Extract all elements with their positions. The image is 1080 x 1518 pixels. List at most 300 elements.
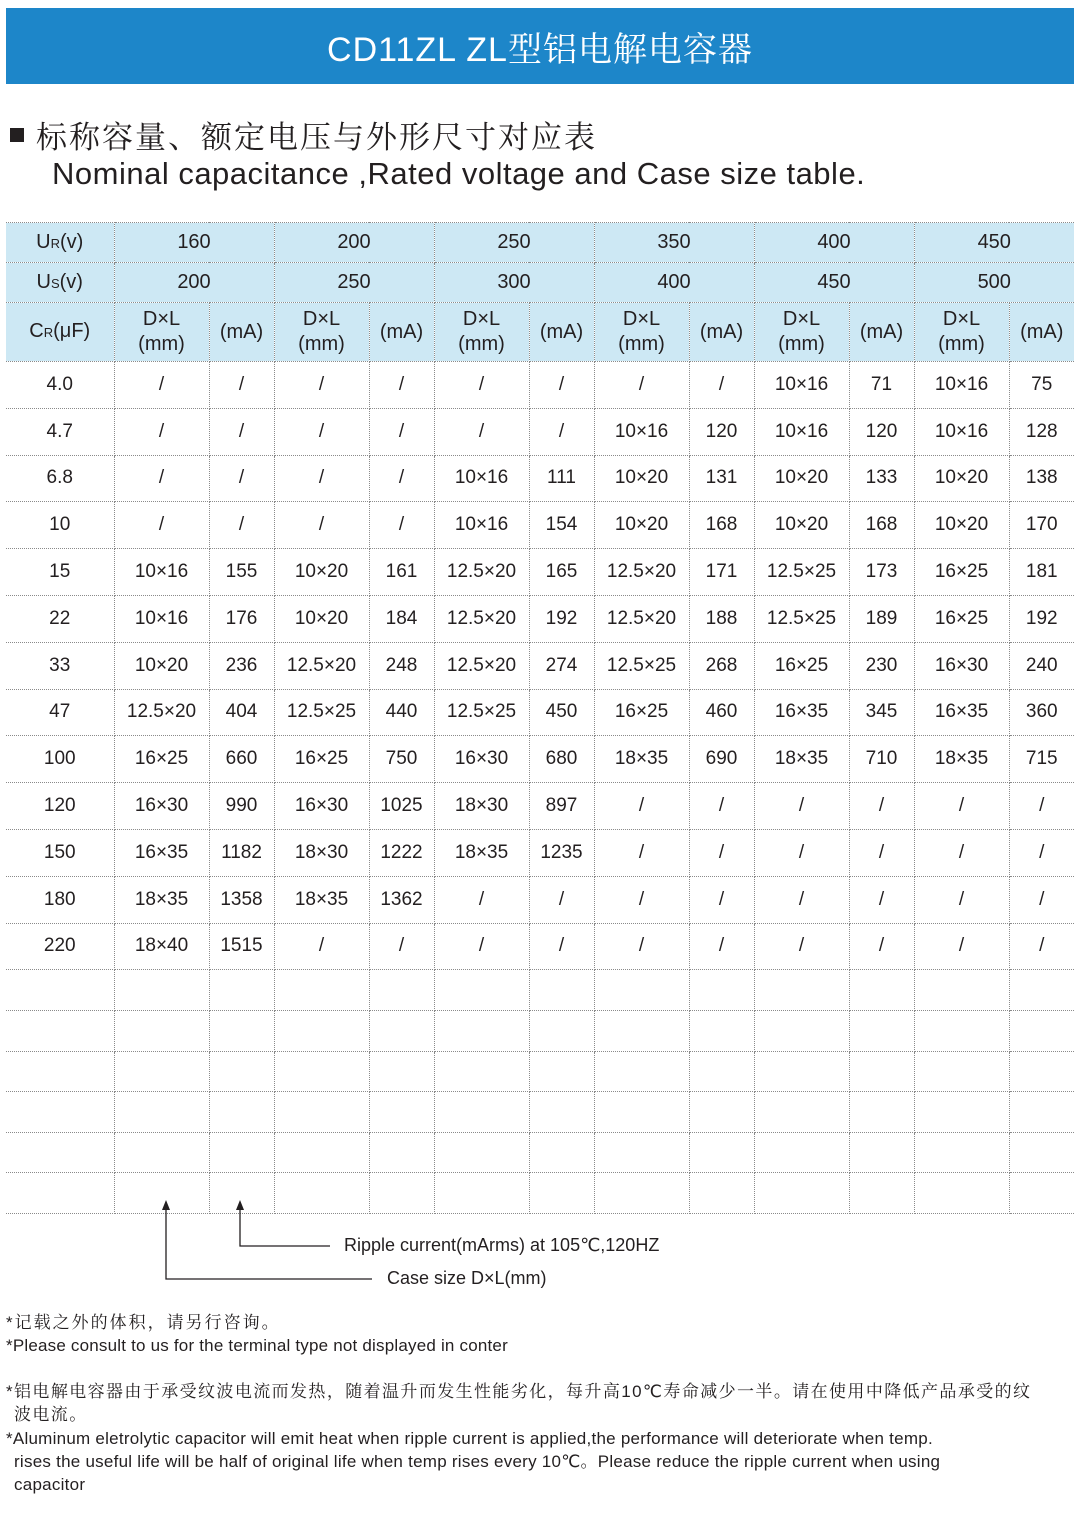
ripple-current-cell: / [529, 923, 594, 970]
ripple-current-cell: / [1009, 923, 1074, 970]
ripple-current-cell: 138 [1009, 455, 1074, 502]
surge-voltage-cell: 400 [594, 263, 754, 303]
ripple-current-cell: 268 [689, 642, 754, 689]
ripple-current-cell: 897 [529, 783, 594, 830]
case-size-cell: / [114, 502, 209, 549]
empty-table-row [6, 1092, 1074, 1133]
ripple-current-cell: 168 [849, 502, 914, 549]
rated-voltage-cell: 160 [114, 223, 274, 263]
empty-table-row [6, 1051, 1074, 1092]
empty-cell [434, 1051, 529, 1092]
empty-cell [594, 1132, 689, 1173]
case-size-header [594, 303, 689, 362]
case-size-header-line1: D×L [302, 308, 341, 330]
surge-voltage-cell: 500 [914, 263, 1074, 303]
empty-cell [849, 1010, 914, 1051]
capacitance-cell: 22 [6, 595, 114, 642]
case-size-cell: 12.5×20 [114, 689, 209, 736]
ripple-current-cell: 161 [369, 549, 434, 596]
case-size-header-line1: D×L [462, 308, 501, 330]
ripple-current-cell: 660 [209, 736, 274, 783]
ripple-current-cell: 189 [849, 595, 914, 642]
case-size-cell: 12.5×25 [594, 642, 689, 689]
empty-cell [434, 1092, 529, 1133]
empty-cell [209, 1132, 274, 1173]
empty-cell [754, 970, 849, 1011]
empty-cell [274, 970, 369, 1011]
table-row [6, 595, 1074, 642]
ripple-current-cell: / [849, 923, 914, 970]
ripple-current-cell: / [849, 876, 914, 923]
case-size-cell: 18×35 [434, 829, 529, 876]
ripple-current-cell: 680 [529, 736, 594, 783]
ripple-current-cell: / [369, 362, 434, 409]
case-size-cell: 10×20 [914, 455, 1009, 502]
ripple-current-cell: / [209, 408, 274, 455]
ripple-current-cell: 404 [209, 689, 274, 736]
empty-cell [914, 1173, 1009, 1214]
ripple-current-cell: / [689, 876, 754, 923]
empty-table-row [6, 970, 1074, 1011]
case-size-cell: / [114, 362, 209, 409]
empty-cell [1009, 1173, 1074, 1214]
case-size-header-line2: (mm) [458, 333, 505, 355]
ripple-current-cell: / [849, 783, 914, 830]
case-size-header [274, 303, 369, 362]
case-size-cell: 10×16 [434, 455, 529, 502]
ripple-current-cell: / [209, 455, 274, 502]
case-size-cell: 12.5×20 [594, 549, 689, 596]
capacitance-cell: 120 [6, 783, 114, 830]
case-size-cell: 10×16 [434, 502, 529, 549]
empty-cell [689, 1051, 754, 1092]
ripple-current-header: (mA) [369, 303, 434, 362]
empty-cell [274, 1051, 369, 1092]
case-size-cell: 12.5×25 [754, 595, 849, 642]
empty-cell [1009, 970, 1074, 1011]
case-size-cell: / [114, 455, 209, 502]
case-size-cell: 10×16 [914, 362, 1009, 409]
case-size-cell: 10×16 [914, 408, 1009, 455]
empty-cell [114, 970, 209, 1011]
empty-cell [914, 1132, 1009, 1173]
table-row [6, 783, 1074, 830]
ripple-current-cell: 715 [1009, 736, 1074, 783]
empty-cell [689, 1092, 754, 1133]
table-row [6, 408, 1074, 455]
rated-voltage-row [6, 223, 1074, 263]
empty-cell [369, 970, 434, 1011]
ripple-current-cell: 181 [1009, 549, 1074, 596]
case-size-cell: / [594, 783, 689, 830]
case-size-cell: / [914, 783, 1009, 830]
case-size-cell: / [594, 876, 689, 923]
empty-cell [754, 1132, 849, 1173]
case-size-cell: / [274, 408, 369, 455]
case-size-cell: / [594, 923, 689, 970]
case-size-cell: 16×25 [914, 595, 1009, 642]
empty-cell [594, 970, 689, 1011]
case-size-cell: / [274, 502, 369, 549]
surge-voltage-cell: 250 [274, 263, 434, 303]
empty-cell [529, 1132, 594, 1173]
rated-voltage-cell: 350 [594, 223, 754, 263]
page-title: CD11ZL ZL型铝电解电容器 [327, 30, 753, 69]
empty-cell [434, 1173, 529, 1214]
case-size-cell: 10×16 [754, 408, 849, 455]
empty-cell [114, 1051, 209, 1092]
case-size-cell: 18×35 [594, 736, 689, 783]
ripple-current-cell: 345 [849, 689, 914, 736]
capacitance-cell: 100 [6, 736, 114, 783]
empty-cell [529, 1051, 594, 1092]
case-size-cell: / [914, 876, 1009, 923]
case-size-cell: / [434, 876, 529, 923]
note-consult-cn: *记载之外的体积，请另行咨询。 [6, 1313, 281, 1332]
capacitance-cell: 10 [6, 502, 114, 549]
note-ripple-cn-line2: 波电流。 [14, 1405, 88, 1424]
case-size-header-line2: (mm) [938, 333, 985, 355]
ripple-current-cell: 176 [209, 595, 274, 642]
case-size-cell: / [914, 829, 1009, 876]
ripple-current-cell: / [529, 362, 594, 409]
ripple-current-cell: 274 [529, 642, 594, 689]
legend-arrows [0, 1196, 400, 1286]
surge-voltage-label: US(v) [6, 263, 114, 303]
ripple-current-cell: 111 [529, 455, 594, 502]
legend-case-size: Case size D×L(mm) [387, 1268, 547, 1288]
ripple-current-cell: / [529, 876, 594, 923]
surge-voltage-row [6, 263, 1074, 303]
empty-cell [594, 1173, 689, 1214]
ripple-current-cell: / [1009, 783, 1074, 830]
ripple-current-cell: 133 [849, 455, 914, 502]
empty-cell [914, 1051, 1009, 1092]
surge-voltage-cell: 300 [434, 263, 594, 303]
capacitance-cell: 4.7 [6, 408, 114, 455]
empty-cell [689, 1010, 754, 1051]
case-size-cell: 12.5×25 [754, 549, 849, 596]
case-size-cell: 18×30 [274, 829, 369, 876]
case-size-cell: 16×25 [274, 736, 369, 783]
case-size-cell: 10×20 [594, 502, 689, 549]
case-size-header [914, 303, 1009, 362]
case-size-cell: 16×30 [434, 736, 529, 783]
ripple-current-cell: 990 [209, 783, 274, 830]
ripple-current-cell: 710 [849, 736, 914, 783]
case-size-header [114, 303, 209, 362]
table-row [6, 923, 1074, 970]
table-row [6, 549, 1074, 596]
case-size-cell: / [434, 408, 529, 455]
empty-cell [369, 1092, 434, 1133]
case-size-header-line1: D×L [142, 308, 181, 330]
ripple-current-cell: 192 [529, 595, 594, 642]
empty-cell [529, 1092, 594, 1133]
ripple-current-cell: 1358 [209, 876, 274, 923]
ripple-arrow-icon [236, 1200, 330, 1246]
ripple-current-cell: / [209, 502, 274, 549]
case-size-cell: / [594, 829, 689, 876]
ripple-current-cell: 120 [849, 408, 914, 455]
empty-cell [434, 970, 529, 1011]
ripple-current-header: (mA) [209, 303, 274, 362]
case-size-header-line2: (mm) [298, 333, 345, 355]
empty-cell [594, 1092, 689, 1133]
ripple-current-header: (mA) [1009, 303, 1074, 362]
ripple-current-cell: / [369, 923, 434, 970]
case-size-cell: 16×30 [274, 783, 369, 830]
section-heading-cn [10, 112, 597, 157]
empty-cell [914, 970, 1009, 1011]
case-size-cell: 18×40 [114, 923, 209, 970]
ripple-current-cell: 1362 [369, 876, 434, 923]
case-size-header-line2: (mm) [618, 333, 665, 355]
case-size-cell: 16×25 [114, 736, 209, 783]
ripple-current-cell: / [529, 408, 594, 455]
case-size-cell: / [274, 362, 369, 409]
empty-cell [849, 1173, 914, 1214]
table-row [6, 362, 1074, 409]
ripple-current-cell: / [369, 455, 434, 502]
case-size-header-line2: (mm) [778, 333, 825, 355]
case-size-cell: 18×35 [914, 736, 1009, 783]
empty-cell [594, 1010, 689, 1051]
rated-voltage-cell: 450 [914, 223, 1074, 263]
case-size-cell: 10×20 [754, 502, 849, 549]
table-row [6, 642, 1074, 689]
empty-cell [594, 1051, 689, 1092]
ripple-current-cell: 1515 [209, 923, 274, 970]
ripple-current-cell: 184 [369, 595, 434, 642]
case-size-cell: 10×20 [594, 455, 689, 502]
ripple-current-cell: 154 [529, 502, 594, 549]
ripple-current-cell: 230 [849, 642, 914, 689]
empty-cell [754, 1010, 849, 1051]
ripple-current-cell: / [1009, 876, 1074, 923]
empty-cell [1009, 1092, 1074, 1133]
empty-cell [209, 1010, 274, 1051]
empty-table-row [6, 1010, 1074, 1051]
empty-cell [689, 970, 754, 1011]
empty-table-row [6, 1132, 1074, 1173]
ripple-current-cell: / [1009, 829, 1074, 876]
ripple-current-cell: 128 [1009, 408, 1074, 455]
note-ripple-en-line2: rises the useful life will be half of original life when temp rises every 10℃。Please reduce the ripple current when using [14, 1452, 941, 1471]
empty-cell [6, 1010, 114, 1051]
ripple-current-header: (mA) [529, 303, 594, 362]
empty-cell [209, 1092, 274, 1133]
empty-cell [369, 1010, 434, 1051]
ripple-current-cell: 171 [689, 549, 754, 596]
empty-cell [6, 1051, 114, 1092]
capacitance-cell: 33 [6, 642, 114, 689]
ripple-current-cell: 360 [1009, 689, 1074, 736]
ripple-current-cell: 75 [1009, 362, 1074, 409]
case-size-cell: 16×30 [914, 642, 1009, 689]
case-size-cell: 10×16 [754, 362, 849, 409]
case-size-cell: 10×20 [274, 595, 369, 642]
ripple-current-cell: 236 [209, 642, 274, 689]
case-size-cell: 10×16 [594, 408, 689, 455]
case-size-cell: 10×20 [274, 549, 369, 596]
ripple-current-cell: 168 [689, 502, 754, 549]
empty-cell [914, 1010, 1009, 1051]
case-size-cell: / [754, 923, 849, 970]
case-size-cell: 18×35 [114, 876, 209, 923]
case-size-cell: 16×25 [914, 549, 1009, 596]
ripple-current-cell: 155 [209, 549, 274, 596]
case-size-cell: 12.5×20 [594, 595, 689, 642]
empty-cell [114, 1010, 209, 1051]
ripple-current-cell: / [369, 502, 434, 549]
empty-cell [689, 1132, 754, 1173]
case-size-cell: 16×35 [114, 829, 209, 876]
empty-cell [209, 970, 274, 1011]
case-size-header-line2: (mm) [138, 333, 185, 355]
note-ripple-en-line3: capacitor [14, 1475, 86, 1494]
ripple-current-cell: 188 [689, 595, 754, 642]
ripple-current-cell: / [209, 362, 274, 409]
empty-cell [849, 970, 914, 1011]
ripple-current-cell: 1025 [369, 783, 434, 830]
ripple-current-cell: 240 [1009, 642, 1074, 689]
empty-cell [1009, 1051, 1074, 1092]
empty-cell [6, 970, 114, 1011]
ripple-current-cell: / [689, 829, 754, 876]
empty-cell [689, 1173, 754, 1214]
section-title-en: Nominal capacitance ,Rated voltage and Case size table. [52, 156, 866, 191]
surge-voltage-cell: 450 [754, 263, 914, 303]
empty-cell [274, 1092, 369, 1133]
ripple-current-header: (mA) [689, 303, 754, 362]
table-row [6, 502, 1074, 549]
case-size-cell: / [434, 362, 529, 409]
case-size-cell: 12.5×25 [434, 689, 529, 736]
case-size-header-line1: D×L [942, 308, 981, 330]
case-size-cell: / [274, 455, 369, 502]
section-title-cn: 标称容量、额定电压与外形尺寸对应表 [36, 120, 597, 155]
case-size-cell: 10×16 [114, 595, 209, 642]
capacitance-cell: 180 [6, 876, 114, 923]
empty-cell [754, 1092, 849, 1133]
case-size-cell: 12.5×25 [274, 689, 369, 736]
case-size-cell: / [754, 876, 849, 923]
case-size-cell: / [754, 829, 849, 876]
empty-cell [274, 1132, 369, 1173]
capacitance-cell: 220 [6, 923, 114, 970]
ripple-current-cell: 690 [689, 736, 754, 783]
note-ripple-cn-line1: *铝电解电容器由于承受纹波电流而发热，随着温升而发生性能劣化，每升高10℃寿命减少一半。请在使用中降低产品承受的纹 [6, 1382, 1032, 1401]
square-bullet-icon [10, 128, 24, 142]
empty-cell [6, 1132, 114, 1173]
empty-cell [274, 1010, 369, 1051]
empty-cell [1009, 1132, 1074, 1173]
case-size-cell: 16×35 [914, 689, 1009, 736]
table-row [6, 736, 1074, 783]
empty-cell [434, 1132, 529, 1173]
note-ripple-cn [6, 1380, 1076, 1426]
case-size-cell: 16×25 [754, 642, 849, 689]
table-row [6, 876, 1074, 923]
case-size-cell: 12.5×20 [434, 642, 529, 689]
capacitance-cell: 150 [6, 829, 114, 876]
case-size-cell: 12.5×20 [274, 642, 369, 689]
title-banner [6, 8, 1074, 84]
column-subheader-row [6, 303, 1074, 362]
empty-cell [369, 1051, 434, 1092]
table-row [6, 455, 1074, 502]
capacitance-cell: 6.8 [6, 455, 114, 502]
note-consult-en: *Please consult to us for the terminal type not displayed in conter [6, 1336, 508, 1355]
rated-voltage-cell: 400 [754, 223, 914, 263]
ripple-current-cell: / [689, 362, 754, 409]
table-row [6, 829, 1074, 876]
case-size-cell: / [114, 408, 209, 455]
empty-cell [754, 1173, 849, 1214]
ripple-current-cell: 440 [369, 689, 434, 736]
empty-cell [849, 1132, 914, 1173]
capacitance-cell: 4.0 [6, 362, 114, 409]
ripple-current-cell: 120 [689, 408, 754, 455]
case-size-cell: / [914, 923, 1009, 970]
empty-cell [529, 1173, 594, 1214]
case-size-cell: / [274, 923, 369, 970]
ripple-current-cell: 131 [689, 455, 754, 502]
capacitance-cell: 15 [6, 549, 114, 596]
ripple-current-cell: 165 [529, 549, 594, 596]
ripple-current-cell: 173 [849, 549, 914, 596]
ripple-current-cell: 248 [369, 642, 434, 689]
note-ripple-en [6, 1427, 1076, 1496]
capacitance-cell: 47 [6, 689, 114, 736]
ripple-current-cell: 192 [1009, 595, 1074, 642]
case-size-cell: 10×16 [114, 549, 209, 596]
ripple-current-cell: / [369, 408, 434, 455]
case-size-cell: / [434, 923, 529, 970]
capacitance-label: CR(μF) [6, 303, 114, 362]
legend-ripple-current: Ripple current(mArms) at 105℃,120HZ [344, 1235, 660, 1255]
case-size-header-line1: D×L [782, 308, 821, 330]
case-size-cell: 10×20 [114, 642, 209, 689]
case-size-arrow-icon [162, 1200, 372, 1279]
case-size-cell: 16×35 [754, 689, 849, 736]
case-size-cell: 10×20 [914, 502, 1009, 549]
case-size-header [434, 303, 529, 362]
case-size-cell: 12.5×20 [434, 549, 529, 596]
case-size-cell: 16×30 [114, 783, 209, 830]
ripple-current-header: (mA) [849, 303, 914, 362]
case-size-cell: 12.5×20 [434, 595, 529, 642]
ripple-current-cell: 170 [1009, 502, 1074, 549]
note-ripple-en-line1: *Aluminum eletrolytic capacitor will emit heat when ripple current is applied,the performance will deteriorate when temp. [6, 1429, 933, 1448]
case-size-cell: / [754, 783, 849, 830]
case-size-cell: 16×25 [594, 689, 689, 736]
ripple-current-cell: / [849, 829, 914, 876]
empty-cell [914, 1092, 1009, 1133]
ripple-current-cell: / [689, 923, 754, 970]
ripple-current-cell: 1235 [529, 829, 594, 876]
case-size-header-line1: D×L [622, 308, 661, 330]
case-size-cell: 18×30 [434, 783, 529, 830]
empty-cell [849, 1051, 914, 1092]
empty-cell [529, 1010, 594, 1051]
empty-cell [849, 1092, 914, 1133]
ripple-current-cell: 460 [689, 689, 754, 736]
empty-cell [114, 1092, 209, 1133]
ripple-current-cell: 71 [849, 362, 914, 409]
empty-cell [529, 970, 594, 1011]
